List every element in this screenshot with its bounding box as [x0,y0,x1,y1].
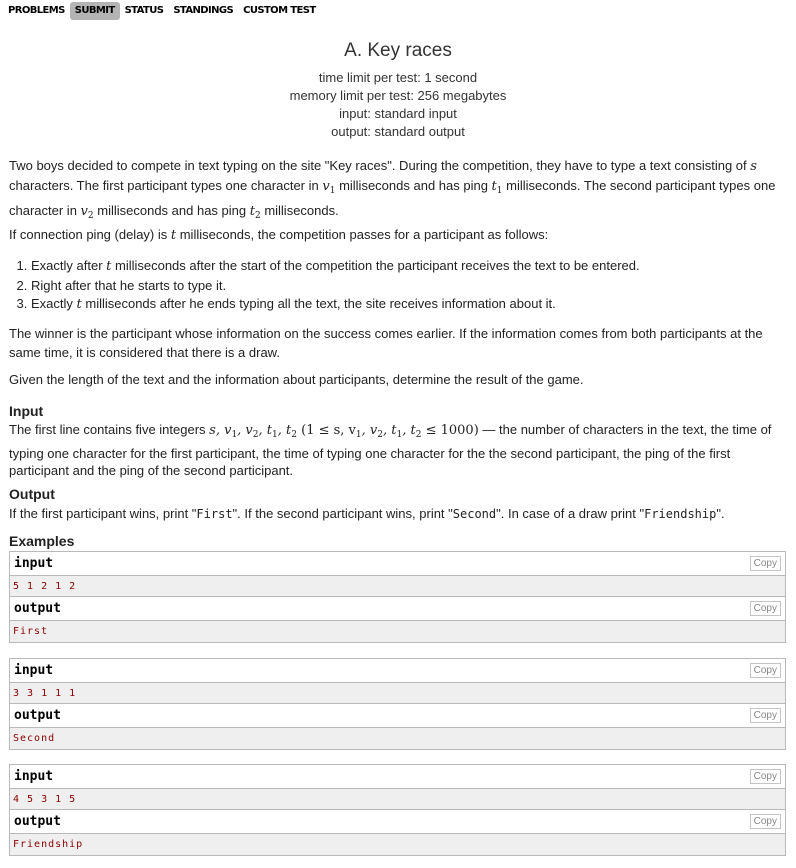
input-specification: Input The first line contains five integers s, $v_1$, $v_2$, $t_1$, $t_2$ (1 ≤ s, $v_1$, $v_2$, $t_1$, $t_2 \le 1000$) — the number of characters in the text, the time of typing one character for the first participant, the time of typing one character for the the second participant, the ping of the first participant and the ping of the second participant. [9,402,784,480]
example-output-value: First [10,621,785,642]
example-input-label: input [14,769,54,784]
example-output-value: Friendship [10,834,785,855]
example-output-label: output [14,601,61,616]
example-output-label: output [14,814,61,829]
copy-input-button[interactable]: Copy [750,556,781,571]
copy-output-button[interactable]: Copy [750,814,781,829]
nav-submit[interactable]: SUBMIT [70,2,120,20]
nav-status[interactable]: STATUS [124,5,164,16]
problem-title: A. Key races [344,40,452,61]
list-item: 3. Exactly t milliseconds after he ends typing all the text, the site receives information about it. [31,295,784,315]
nav-problems[interactable]: PROBLEMS [8,5,65,16]
example-output-label: output [14,708,61,723]
examples-section [9,532,784,551]
example-block [9,764,786,856]
example-input-value: 3 3 1 1 1 [10,683,785,704]
output-section-title: Output [9,486,55,502]
example-output-header [10,597,785,621]
output-file: output: standard output [331,124,465,139]
copy-input-button[interactable]: Copy [750,663,781,678]
copy-output-button[interactable]: Copy [750,601,781,616]
legend-paragraph-2: If connection ping (delay) is t milliseconds, the competition passes for a participant as follows: [9,227,549,243]
example-input-value: 4 5 3 1 5 [10,789,785,810]
legend-paragraph-1: Two boys decided to compete in text typing on the site "Key races". During the competition, they have to type a text consisting of s characters. The first participant types one character in $v_1$ milliseconds and has ping $t_1$ milliseconds. The second participant types one character in $v_2$ milliseconds and has ping $t_2$ milliseconds. [9,158,776,221]
input-file: input: standard input [339,106,457,121]
copy-output-button[interactable]: Copy [750,708,781,723]
top-nav [0,0,796,22]
example-input-value: 5 1 2 1 2 [10,576,785,597]
list-item: 2. Right after that he starts to type it. [31,277,784,296]
example-output-value: Second [10,728,785,749]
output-specification: Output If the first participant wins, print "First". If the second participant wins, print "Second". In case of a draw print "Friendship". [9,485,784,524]
example-input-header [10,659,785,683]
copy-input-button[interactable]: Copy [750,769,781,784]
nav-custom-test[interactable]: CUSTOM TEST [243,5,316,16]
nav-standings[interactable]: STANDINGS [173,5,234,16]
legend-paragraph-3: The winner is the participant whose information on the success comes earlier. If the information comes from both participants at the same time, it is considered that there is a draw. [9,326,763,360]
time-limit: time limit per test: 1 second [318,70,478,85]
list-item: 1. Exactly after t milliseconds after the start of the competition the participant receives the text to be entered. [31,257,784,277]
example-block [9,551,786,643]
examples-title: Examples [9,533,75,549]
example-input-label: input [14,663,54,678]
legend-steps-list [9,257,784,315]
example-output-header [10,704,785,728]
memory-limit: memory limit per test: 256 megabytes [289,88,507,103]
example-input-label: input [14,556,54,571]
legend-paragraph-4: Given the length of the text and the information about participants, determine the result of the game. [9,372,584,387]
problem-header [0,40,796,141]
example-input-header [10,552,785,576]
input-section-title: Input [9,403,44,419]
example-output-header [10,810,785,834]
example-input-header [10,765,785,789]
example-block [9,658,786,750]
